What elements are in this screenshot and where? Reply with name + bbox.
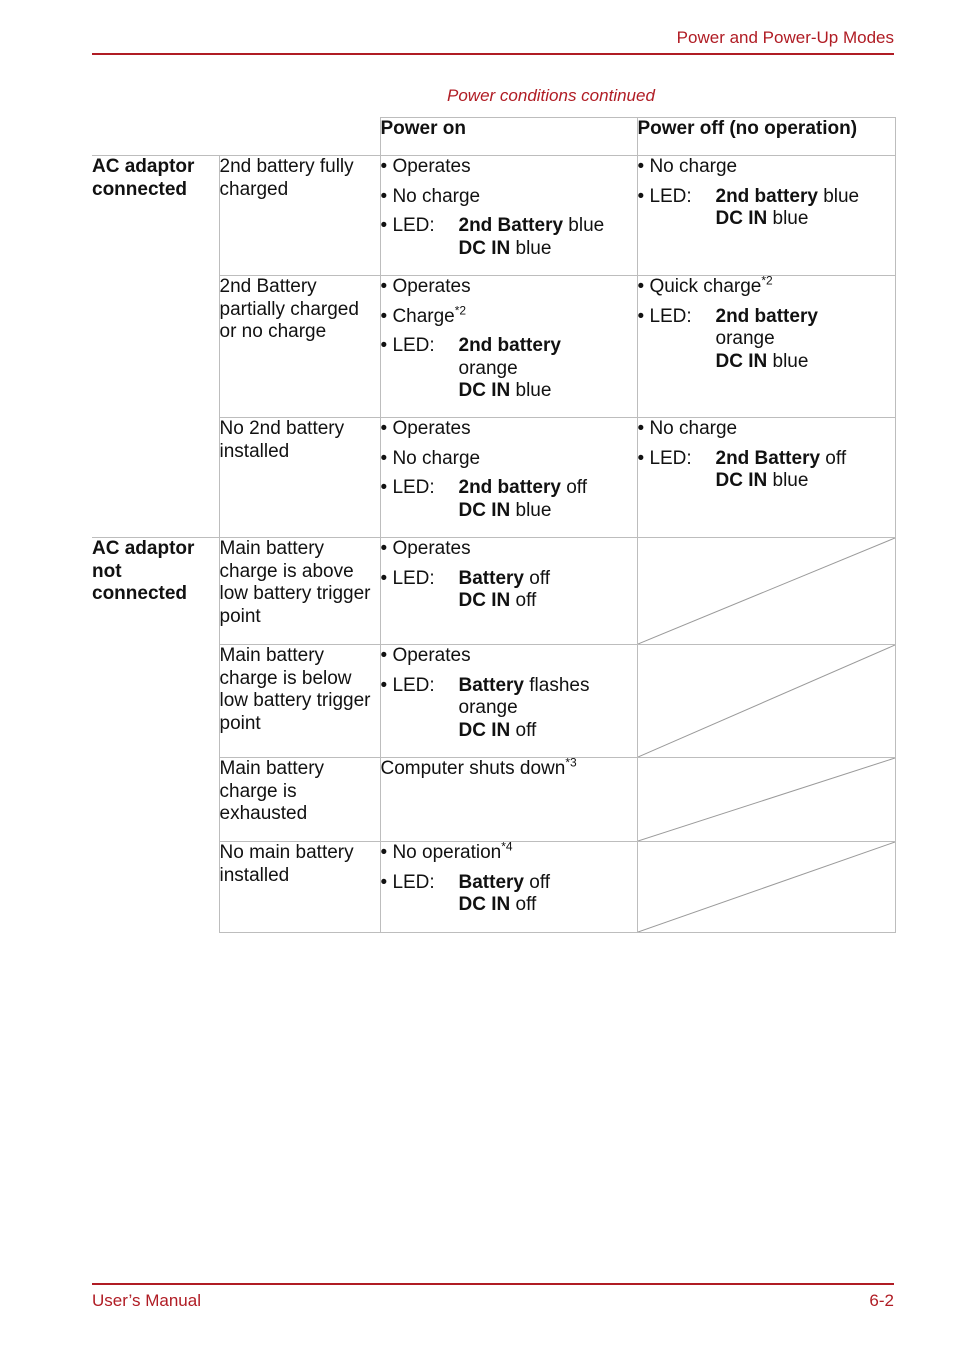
table-caption: Power conditions continued: [447, 86, 655, 105]
bullet-item: • No charge: [637, 418, 738, 439]
condition-cell: 2nd battery fully charged: [219, 156, 380, 276]
not-applicable-cell: [637, 842, 895, 933]
led-status: • LED: 2nd battery orange DC IN blue: [380, 335, 561, 401]
led-status: • LED: 2nd battery orange DC IN blue: [637, 305, 818, 372]
led-status: • LED: 2nd battery blue DC IN blue: [637, 185, 860, 229]
bullet-item: • No charge: [637, 156, 738, 177]
power-off-cell: [637, 273, 895, 418]
power-on-cell: [380, 418, 637, 538]
condition-cell: Main battery charge is below low battery trigger point: [219, 645, 380, 758]
bullet-item: • Operates: [380, 538, 471, 559]
power-on-cell: [380, 156, 637, 276]
power-on-cell: [380, 276, 637, 418]
led-status: • LED: 2nd Battery off DC IN blue: [637, 447, 847, 491]
led-status: • LED: Battery off DC IN off: [380, 567, 551, 611]
not-applicable-cell: [637, 538, 895, 645]
table-row: [92, 538, 895, 645]
footnote-ref: *2: [761, 273, 773, 288]
power-on-cell: [380, 839, 637, 933]
power-on-cell: [380, 645, 637, 758]
diagonal-slash: [638, 538, 895, 644]
bullet-item: • No operation$^{*4}$: [380, 839, 513, 863]
led-status: • LED: 2nd battery off DC IN blue: [380, 477, 587, 521]
bullet-item: • Operates: [380, 645, 471, 666]
bullet-item: • Charge$^{*2}$: [380, 303, 467, 327]
running-header: Power and Power-Up Modes: [676, 28, 894, 47]
power-on-text: Computer shuts down$^{*3}$: [380, 755, 577, 779]
power-off-cell: [637, 418, 895, 538]
page-number: 6-2: [869, 1291, 894, 1310]
led-status: • LED: Battery off DC IN off: [380, 871, 551, 915]
group-label-ac-not-connected: AC adaptor not connected: [92, 538, 195, 604]
power-conditions-table: [92, 117, 896, 933]
condition-cell: Main battery charge is above low battery trigger point: [219, 538, 380, 645]
diagonal-slash: [638, 842, 895, 932]
condition-cell: 2nd Battery partially charged or no charge: [219, 276, 380, 418]
bullet-item: • No charge: [380, 185, 481, 207]
led-status: • LED: 2nd Battery blue DC IN blue: [380, 215, 605, 259]
power-on-cell: [380, 538, 637, 645]
power-off-header: Power off (no operation): [637, 118, 895, 156]
diagonal-slash: [638, 758, 895, 841]
condition-cell: Main battery charge is exhausted: [219, 758, 380, 842]
table-row: [92, 156, 895, 276]
led-status: • LED: Battery flashes orange DC IN off: [380, 674, 590, 741]
footnote-ref: *2: [454, 303, 467, 318]
group-label-ac-connected: AC adaptor connected: [92, 156, 219, 538]
not-applicable-cell: [637, 645, 895, 758]
power-on-cell: [380, 755, 637, 842]
footer-rule: [92, 1283, 894, 1285]
bullet-item: • Operates: [380, 156, 471, 177]
bullet-item: • Operates: [380, 276, 471, 297]
blank-header-cell: [92, 118, 380, 156]
condition-cell: No 2nd battery installed: [219, 418, 380, 538]
condition-cell: No main battery installed: [219, 842, 380, 933]
power-on-header: Power on: [380, 118, 637, 156]
footnote-ref: *3: [565, 755, 577, 770]
power-off-cell: [637, 156, 895, 276]
header-rule: [92, 53, 894, 55]
footer-manual-title: User’s Manual: [92, 1291, 201, 1310]
table-header-row: [92, 118, 895, 156]
bullet-item: • Operates: [380, 418, 471, 439]
footnote-ref: *4: [501, 839, 513, 854]
bullet-item: • Quick charge$^{*2}$: [637, 273, 773, 297]
not-applicable-cell: [637, 758, 895, 842]
bullet-item: • No charge: [380, 447, 481, 469]
diagonal-slash: [638, 645, 895, 757]
